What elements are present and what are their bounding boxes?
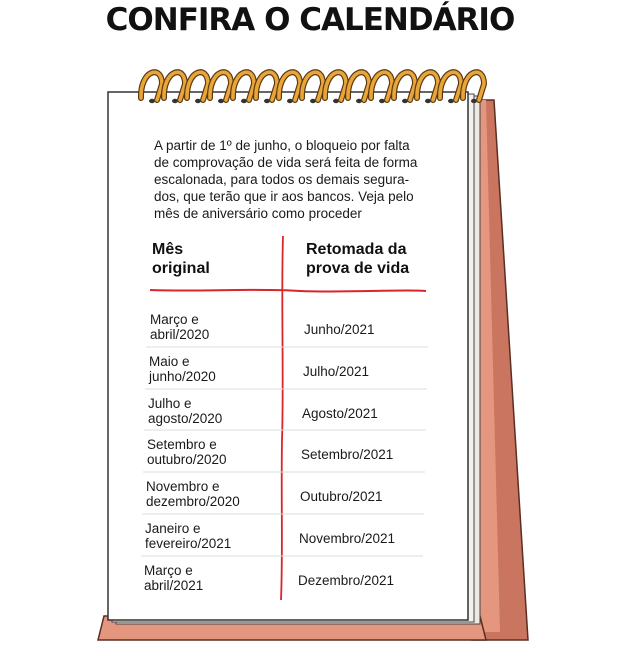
month-line: Julho e bbox=[148, 396, 192, 411]
table-row-resume: Outubro/2021 bbox=[300, 489, 383, 504]
month-line: abril/2021 bbox=[144, 578, 204, 593]
month-line: Março e bbox=[150, 312, 199, 327]
column-header-month: Mês original bbox=[152, 241, 210, 277]
month-line: dezembro/2020 bbox=[146, 494, 240, 509]
table-row-resume: Setembro/2021 bbox=[301, 447, 394, 462]
table-row-month bbox=[150, 312, 209, 342]
month-line: Novembro e bbox=[146, 479, 220, 494]
month-line: junho/2020 bbox=[149, 369, 216, 384]
page-title: CONFIRA O CALENDÁRIO bbox=[105, 2, 515, 38]
table-row-month bbox=[149, 354, 216, 384]
intro-line: escalonada, para todos os demais segura- bbox=[154, 172, 410, 187]
month-line: Março e bbox=[144, 563, 193, 578]
header-divider bbox=[150, 290, 426, 292]
table-row-month bbox=[148, 396, 222, 426]
month-line: Janeiro e bbox=[145, 521, 201, 536]
table-row-resume: Novembro/2021 bbox=[299, 531, 396, 546]
table-row-resume: Junho/2021 bbox=[304, 322, 375, 337]
table-row-resume: Dezembro/2021 bbox=[298, 573, 395, 588]
month-line: agosto/2020 bbox=[148, 411, 223, 426]
column-header-resume: Retomada da prova de vida bbox=[306, 241, 410, 277]
month-line: abril/2020 bbox=[150, 327, 210, 342]
intro-line: dos, que terão que ir aos bancos. Veja pelo bbox=[154, 189, 414, 204]
month-line: Setembro e bbox=[147, 437, 217, 452]
intro-line: A partir de 1º de junho, o bloqueio por falta bbox=[154, 138, 410, 153]
table-row-month bbox=[145, 521, 231, 551]
table-row-month bbox=[144, 563, 203, 593]
table-row-month bbox=[147, 437, 227, 467]
table-row-resume: Agosto/2021 bbox=[302, 406, 378, 421]
table-row-resume: Julho/2021 bbox=[303, 364, 370, 379]
table-row-month bbox=[146, 479, 240, 509]
intro-line: mês de aniversário como proceder bbox=[154, 206, 362, 221]
intro-text bbox=[154, 137, 454, 222]
month-line: fevereiro/2021 bbox=[145, 536, 232, 551]
intro-line: de comprovação de vida será feita de forma bbox=[154, 155, 418, 170]
month-line: outubro/2020 bbox=[147, 452, 227, 467]
month-line: Maio e bbox=[149, 354, 190, 369]
